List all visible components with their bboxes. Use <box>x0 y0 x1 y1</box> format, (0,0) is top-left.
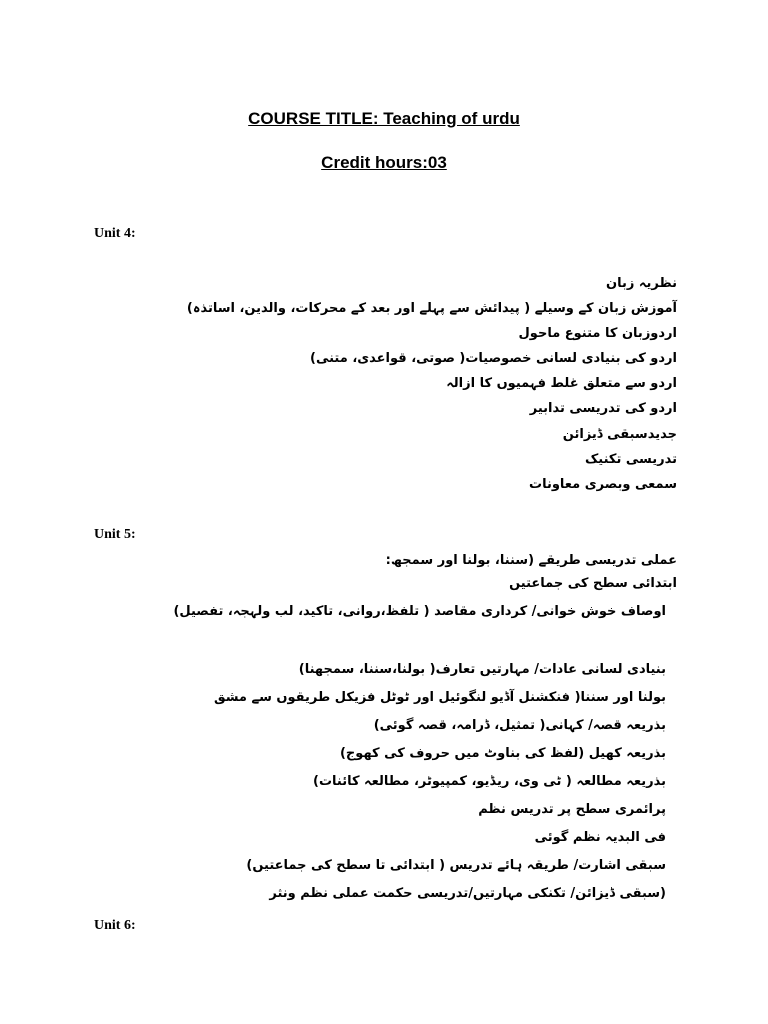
unit-5-line: اوصاف خوش خوانی/ کرداری مقاصد ( تلفظ،روانی، تاکید، لب ولہجہ، تفصیل) <box>173 604 666 619</box>
unit-5-heading: Unit 5: <box>94 527 136 542</box>
unit-4-heading: Unit 4: <box>94 226 136 241</box>
unit-4-line: نظریہ زبان <box>606 276 677 291</box>
unit-5-line: بذریعہ قصہ/ کہانی( تمثیل، ڈرامہ، قصہ گوئی) <box>373 718 666 733</box>
credit-hours: Credit hours:03 <box>321 153 447 172</box>
unit-4-line: سمعی وبصری معاونات <box>529 477 677 492</box>
unit-5-line: بولنا اور سننا( فنکشنل آڈیو لنگوئیل اور ٹوٹل فزیکل طریقوں سے مشق <box>213 690 666 705</box>
unit-5-line: بذریعہ کھیل (لفظ کی بناوٹ میں حروف کی کھوج) <box>339 746 666 761</box>
unit-4-line: جدیدسبقی ڈیزائن <box>562 427 677 442</box>
unit-4-line: تدریسی تکنیک <box>584 452 677 467</box>
unit-5-line: بذریعہ مطالعہ ( ٹی وی، ریڈیو، کمپیوٹر، مطالعہ کائنات) <box>313 774 666 789</box>
unit-5-line: پرائمری سطح پر تدریس نظم <box>478 802 666 817</box>
unit-4-line: آموزش زبان کے وسیلے ( پیدائش سے پہلے اور بعد کے محرکات، والدین، اساتذہ) <box>186 301 677 316</box>
unit-5-line: بنیادی لسانی عادات/ مہارتیں تعارف( بولنا،سننا، سمجھنا) <box>298 662 666 677</box>
unit-5-line: ابتدائی سطح کی جماعتیں <box>509 576 677 591</box>
unit-4-line: اردو کی تدریسی تدابیر <box>529 401 677 416</box>
unit-4-line: اردو سے متعلق غلط فہمیوں کا ازالہ <box>446 376 677 391</box>
unit-5-line: (سبقی ڈیزائن/ تکنکی مہارتیں/تدریسی حکمت عملی نظم ونثر <box>269 886 666 901</box>
unit-5-line: عملی تدریسی طریقے (سننا، بولنا اور سمجھ: <box>385 553 677 568</box>
unit-6-heading: Unit 6: <box>94 918 136 933</box>
course-title: COURSE TITLE: Teaching of urdu <box>248 109 520 128</box>
unit-5-line: فی البدیہ نظم گوئی <box>534 830 666 845</box>
unit-4-line: اردو کی بنیادی لسانی خصوصیات( صوتی، قواعدی، متنی) <box>310 351 677 366</box>
unit-5-line: سبقی اشارت/ طریقہ ہائے تدریس ( ابتدائی تا سطح کی جماعتیں) <box>246 858 666 873</box>
unit-4-line: اردوزبان کا متنوع ماحول <box>518 326 677 341</box>
